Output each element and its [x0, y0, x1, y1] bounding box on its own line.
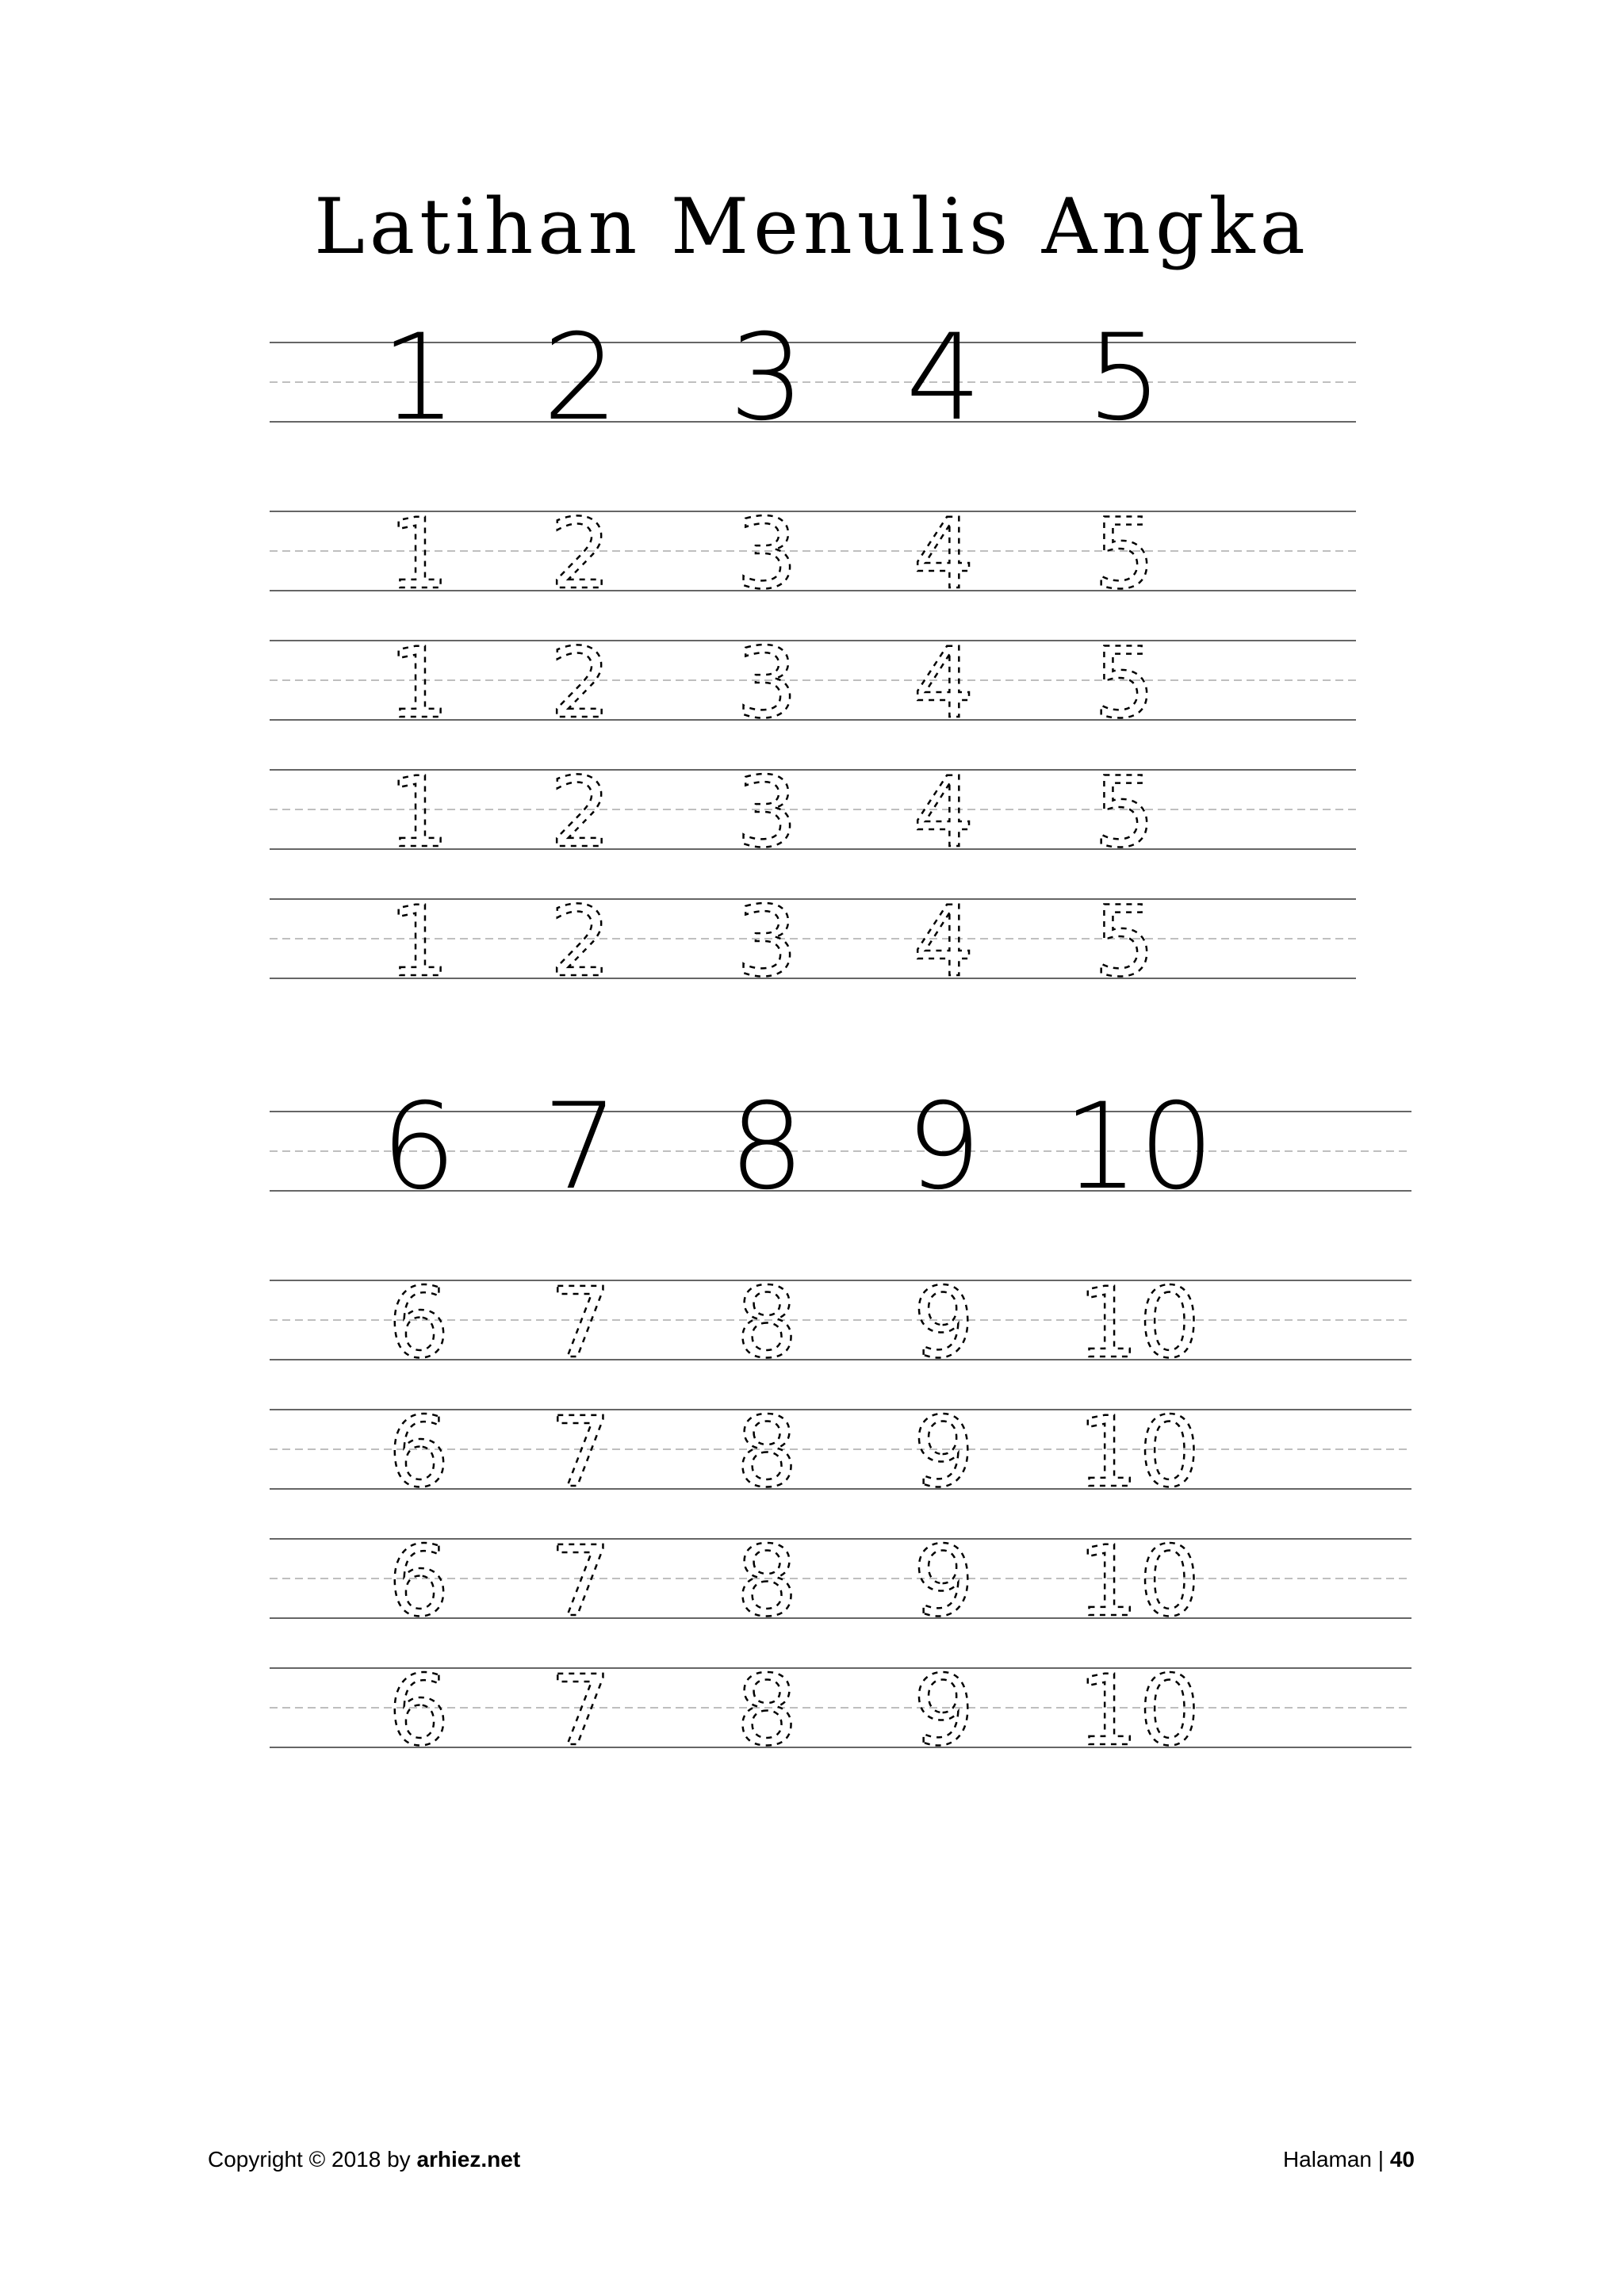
tracing-digit: 5 — [1094, 886, 1155, 998]
model-row — [270, 1078, 1411, 1216]
model-digit: 9 — [906, 1078, 982, 1216]
tracing-digit: 8 — [736, 1396, 798, 1509]
tracing-digit: 9 — [913, 1267, 975, 1380]
tracing-row — [270, 498, 1356, 610]
tracing-digit: 7 — [550, 1396, 611, 1509]
practice-lines-6-to-10 — [270, 1078, 1427, 1767]
copyright-notice — [208, 2147, 520, 2172]
page-number: 40 — [1389, 2147, 1415, 2172]
page-number-label — [1283, 2147, 1415, 2172]
tracing-digit: 8 — [736, 1525, 798, 1638]
tracing-digit: 9 — [913, 1525, 975, 1638]
tracing-digit: 3 — [736, 498, 798, 610]
tracing-digit: 1 — [388, 886, 450, 998]
tracing-digit: 2 — [550, 627, 611, 740]
tracing-digit: 3 — [736, 627, 798, 740]
tracing-digit: 4 — [913, 627, 975, 740]
tracing-digit: 10 — [1077, 1655, 1201, 1767]
model-digit: 6 — [381, 1078, 457, 1216]
model-digit: 8 — [729, 1078, 805, 1216]
tracing-digit: 2 — [550, 886, 611, 998]
tracing-digit: 8 — [736, 1655, 798, 1767]
tracing-row — [270, 1655, 1411, 1767]
model-row — [270, 309, 1356, 447]
practice-lines-1-to-5 — [270, 309, 1380, 998]
number-block-1-to-5 — [270, 309, 1380, 998]
tracing-row — [270, 1396, 1411, 1509]
tracing-digit: 6 — [388, 1396, 450, 1509]
model-digit: 4 — [906, 309, 982, 447]
tracing-digit: 8 — [736, 1267, 798, 1380]
number-block-6-to-10 — [270, 1078, 1427, 1767]
copyright-prefix: Copyright © 2018 by — [208, 2147, 417, 2172]
tracing-row — [270, 1267, 1411, 1380]
page-title: Latihan Menulis Angka — [314, 182, 1310, 271]
tracing-digit: 4 — [913, 886, 975, 998]
tracing-digit: 4 — [913, 756, 975, 869]
tracing-digit: 10 — [1077, 1267, 1201, 1380]
model-digit: 1 — [381, 309, 457, 447]
model-digit: 2 — [542, 309, 619, 447]
copyright-site: arhiez.net — [416, 2147, 521, 2172]
tracing-digit: 3 — [736, 756, 798, 869]
model-digit: 3 — [729, 309, 805, 447]
tracing-row — [270, 627, 1356, 740]
tracing-digit: 7 — [550, 1525, 611, 1638]
model-digit: 7 — [542, 1078, 619, 1216]
tracing-digit: 10 — [1077, 1396, 1201, 1509]
tracing-digit: 6 — [388, 1267, 450, 1380]
tracing-digit: 2 — [550, 756, 611, 869]
tracing-digit: 9 — [913, 1396, 975, 1509]
tracing-digit: 6 — [388, 1655, 450, 1767]
tracing-digit: 10 — [1077, 1525, 1201, 1638]
model-digit: 5 — [1086, 309, 1162, 447]
tracing-row — [270, 756, 1356, 869]
tracing-digit: 9 — [913, 1655, 975, 1767]
tracing-digit: 5 — [1094, 627, 1155, 740]
tracing-row — [270, 1525, 1411, 1638]
model-digit: 10 — [1063, 1078, 1215, 1216]
tracing-digit: 6 — [388, 1525, 450, 1638]
tracing-digit: 4 — [913, 498, 975, 610]
page-label: Halaman | — [1282, 2147, 1390, 2172]
tracing-digit: 5 — [1094, 498, 1155, 610]
tracing-digit: 7 — [550, 1267, 611, 1380]
tracing-digit: 2 — [550, 498, 611, 610]
tracing-digit: 7 — [550, 1655, 611, 1767]
tracing-digit: 1 — [388, 756, 450, 869]
tracing-digit: 1 — [388, 498, 450, 610]
tracing-digit: 3 — [736, 886, 798, 998]
tracing-digit: 1 — [388, 627, 450, 740]
tracing-digit: 5 — [1094, 756, 1155, 869]
tracing-row — [270, 886, 1356, 998]
